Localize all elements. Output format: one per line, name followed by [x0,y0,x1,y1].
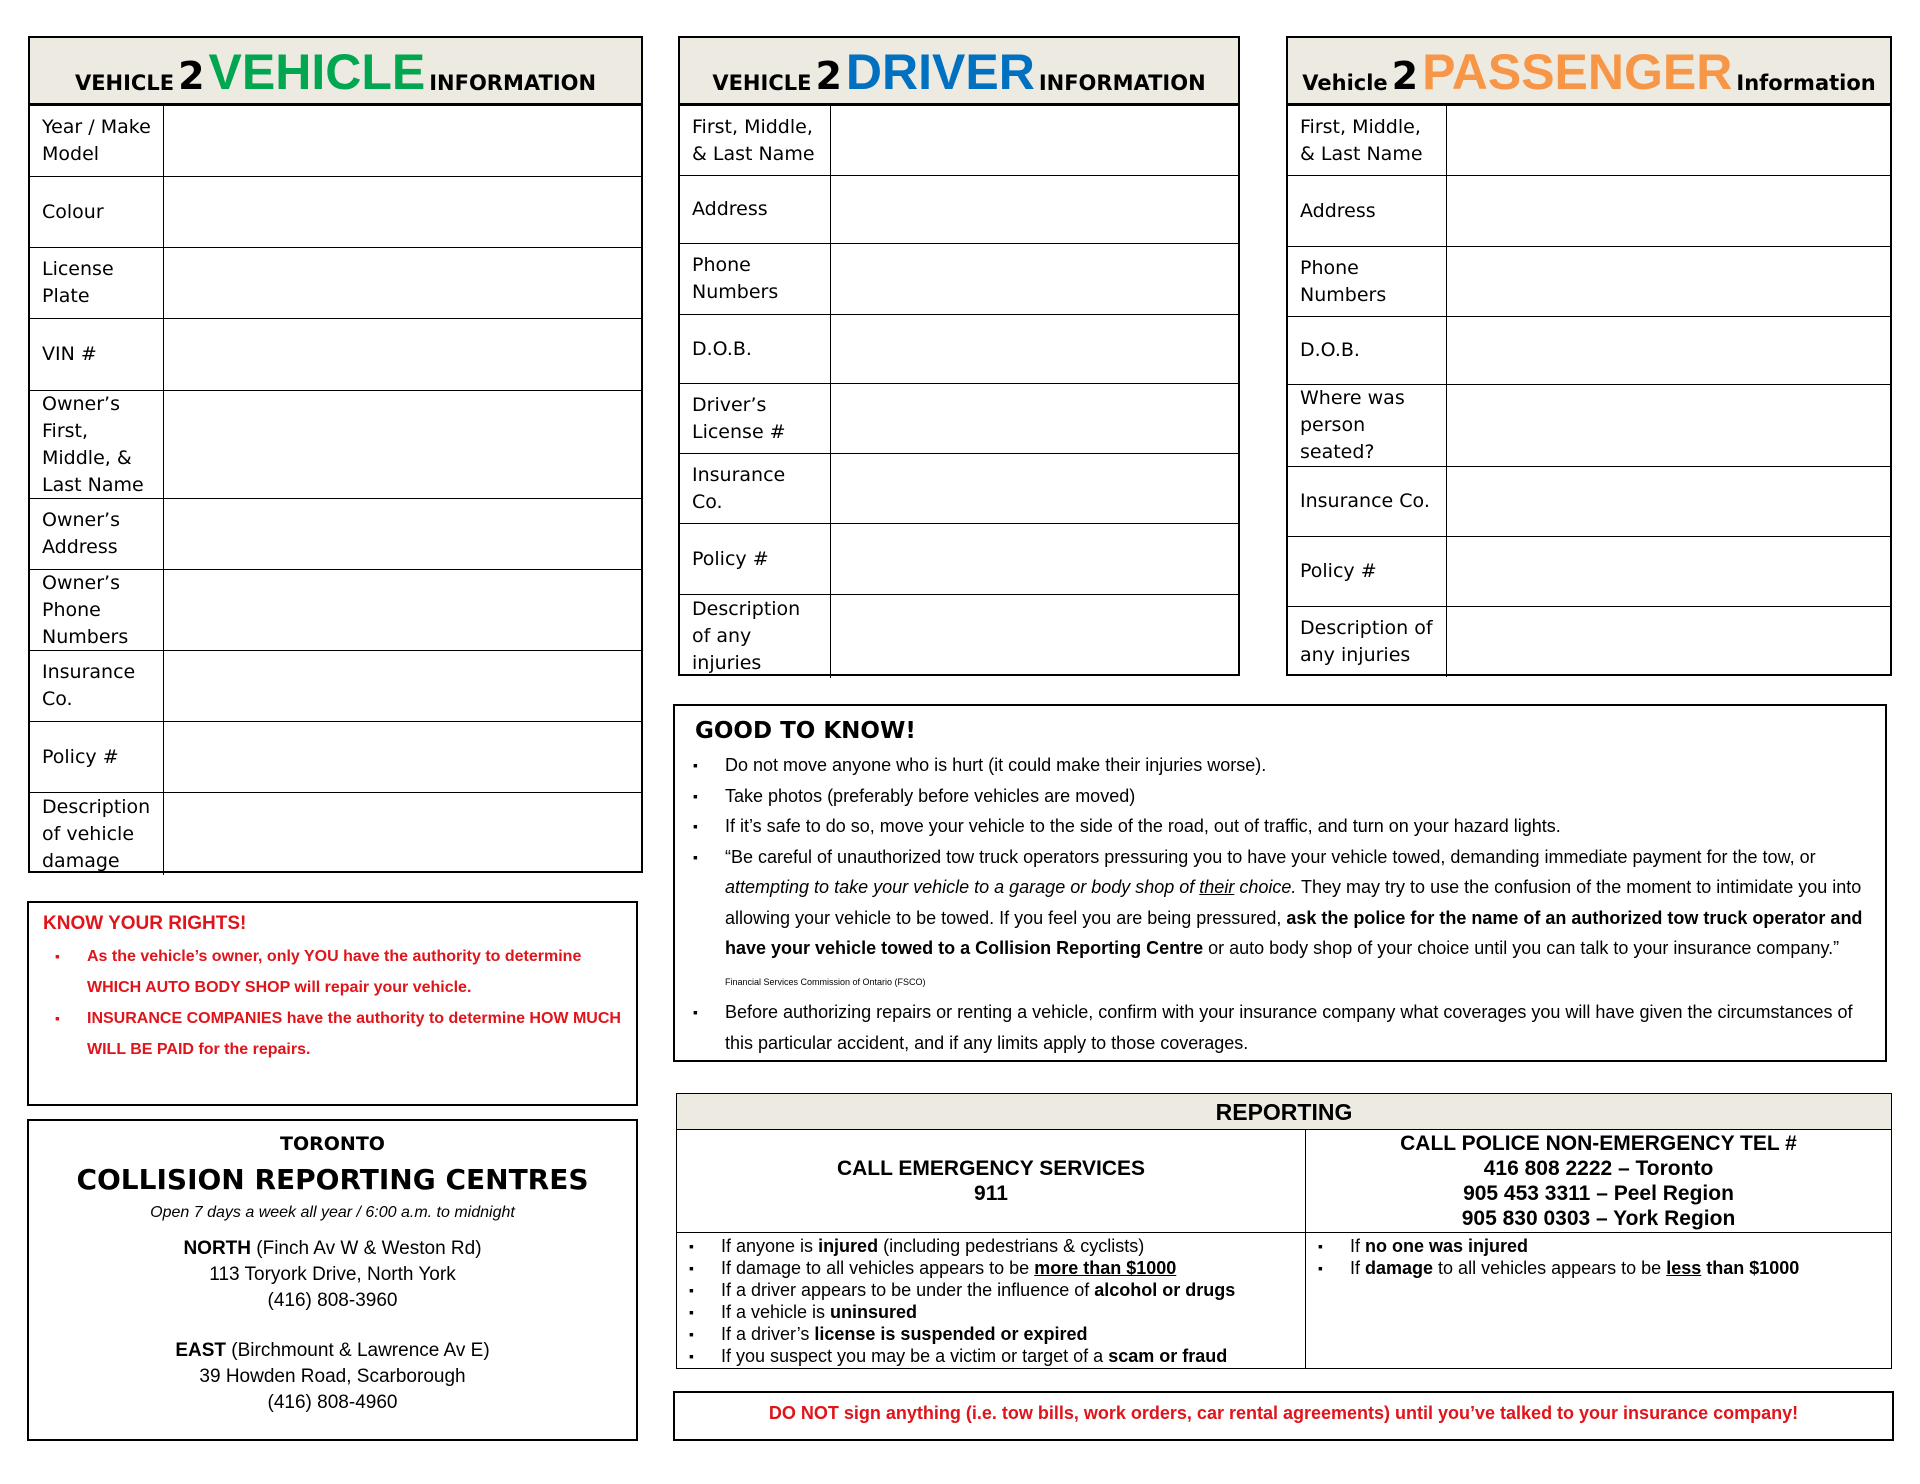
field-input[interactable] [831,454,1238,523]
passenger-field-row [1288,467,1890,537]
driver-field-row [680,106,1238,176]
vehicle-field-row [30,106,641,177]
police-number: 416 808 2222 – Toronto [1483,1157,1714,1180]
driver-field-row [680,454,1238,524]
driver-field-row [680,315,1238,384]
vehicle-field-row [30,319,641,391]
field-input[interactable] [1447,106,1890,175]
vehicle-field-row [30,248,641,319]
vehicle-field-row [30,570,641,651]
vehicle-field-row [30,651,641,722]
emergency-condition: ▪ If a driver’s license is suspended or expired [677,1323,1305,1345]
passenger-field-row [1288,317,1890,385]
field-input[interactable] [1447,247,1890,316]
field-input[interactable] [164,722,641,792]
field-label: Colour [30,177,164,247]
vehicle-field-row [30,499,641,570]
hours: Open 7 days a week all year / 6:00 a.m. to midnight [150,1204,515,1221]
field-label: Policy # [1288,537,1447,606]
vehicle-field-row [30,391,641,499]
field-label: Insurance Co. [30,651,164,721]
reporting [676,1093,1892,1369]
east-centre: EAST (Birchmount & Lawrence Av E) 39 Howden Road, Scarborough (416) 808-4960 [175,1340,490,1413]
emergency-condition: ▪ If you suspect you may be a victim or target of a scam or fraud [677,1345,1305,1367]
field-label: First, Middle, & Last Name [680,106,831,175]
reporting-title: REPORTING [677,1094,1891,1130]
driver-header: VEHICLE 2 DRIVER INFORMATION [680,38,1238,106]
emergency-number: 911 [974,1182,1008,1205]
passenger-info-form [1286,36,1892,676]
field-input[interactable] [831,595,1238,678]
rights-title: KNOW YOUR RIGHTS! [43,913,247,934]
vehicle-field-row [30,793,641,875]
field-label: Where was person seated? [1288,385,1447,466]
field-input[interactable] [831,315,1238,383]
police-condition: ▪ If damage to all vehicles appears to be less than $1000 [1306,1257,1891,1279]
vehicle-header: VEHICLE 2 VEHICLE INFORMATION [30,38,641,106]
city: TORONTO [280,1133,385,1155]
field-label: D.O.B. [1288,317,1447,384]
field-label: Address [1288,176,1447,246]
emergency-condition: ▪ If a vehicle is uninsured [677,1301,1305,1323]
police-condition: ▪ If no one was injured [1306,1235,1891,1257]
field-input[interactable] [164,319,641,390]
field-input[interactable] [1447,607,1890,677]
field-input[interactable] [1447,537,1890,606]
good-to-know [673,704,1887,1062]
passenger-field-row [1288,247,1890,317]
tip: ▪ Take photos (preferably before vehicles are moved) [681,781,1879,812]
field-label: Address [680,176,831,243]
field-label: Phone Numbers [1288,247,1447,316]
field-label: Year / Make Model [30,106,164,176]
field-input[interactable] [164,651,641,721]
driver-field-row [680,176,1238,244]
emergency-condition: ▪ If anyone is injured (including pedestrians & cyclists) [677,1235,1305,1257]
field-label: Description of any injuries [680,595,831,678]
field-label: Description of vehicle damage [30,793,164,875]
field-input[interactable] [1447,317,1890,384]
field-input[interactable] [164,391,641,498]
passenger-header: Vehicle 2 PASSENGER Information [1288,38,1890,106]
know-your-rights [27,901,638,1106]
passenger-field-row [1288,176,1890,247]
field-label: Insurance Co. [1288,467,1447,536]
warning-box [673,1391,1894,1441]
field-input[interactable] [1447,385,1890,466]
passenger-field-row [1288,537,1890,607]
driver-field-row [680,384,1238,454]
field-input[interactable] [831,176,1238,243]
field-input[interactable] [164,793,641,875]
field-label: D.O.B. [680,315,831,383]
field-label: Policy # [30,722,164,792]
field-input[interactable] [164,570,641,650]
field-label: License Plate [30,248,164,318]
field-label: Insurance Co. [680,454,831,523]
field-label: VIN # [30,319,164,390]
field-input[interactable] [831,106,1238,175]
vehicle-field-row [30,177,641,248]
tip: ▪ Do not move anyone who is hurt (it could make their injuries worse). [681,750,1879,781]
field-label: Owner’s First, Middle, & Last Name [30,391,164,498]
driver-info-form [678,36,1240,676]
centres-title: COLLISION REPORTING CENTRES [76,1163,589,1196]
field-input[interactable] [831,384,1238,453]
emergency-condition: ▪ If damage to all vehicles appears to be more than $1000 [677,1257,1305,1279]
emergency-condition: ▪ If a driver appears to be under the influence of alcohol or drugs [677,1279,1305,1301]
field-label: Owner’s Address [30,499,164,569]
field-label: Owner’s Phone Numbers [30,570,164,650]
field-input[interactable] [831,244,1238,314]
field-label: Policy # [680,524,831,594]
passenger-field-row [1288,385,1890,467]
field-input[interactable] [164,248,641,318]
police-label: CALL POLICE NON-EMERGENCY TEL # [1400,1132,1797,1155]
collision-centres [27,1119,638,1441]
field-input[interactable] [831,524,1238,594]
passenger-field-row [1288,106,1890,176]
field-label: Driver’s License # [680,384,831,453]
driver-field-row [680,244,1238,315]
field-input[interactable] [164,499,641,569]
vehicle-field-row [30,722,641,793]
field-input[interactable] [164,106,641,176]
field-label: Description of any injuries [1288,607,1447,677]
field-label: First, Middle, & Last Name [1288,106,1447,175]
tip: ▪ If it’s safe to do so, move your vehicle to the side of the road, out of traffic, and turn on your hazard lights. [681,811,1879,842]
tip: ▪ Before authorizing repairs or renting a vehicle, confirm with your insurance company what coverages you will have given the circumstances of this particular accident, and if any limits apply to those coverages. [681,997,1879,1058]
emergency-label: CALL EMERGENCY SERVICES [836,1157,1146,1180]
tip-quote: ▪ “Be careful of unauthorized tow truck operators pressuring you to have your vehicle towed, demanding immediate payment for the tow, or attempting to take your vehicle to a garage or body shop of their choice. They may try to use the confusion of the moment to intimidate you into allowing your vehicle to be towed. If you feel you are being pressured, ask the police for the name of an authorized tow truck operator and have your vehicle towed to a Collision Reporting Centre or auto body shop of your choice until you can talk to your insurance company.” Financial Services Commission of Ontario (FSCO) [681,842,1879,998]
field-label: Phone Numbers [680,244,831,314]
driver-field-row [680,524,1238,595]
rights-item: ▪ As the vehicle’s owner, only YOU have the authority to determine WHICH AUTO BODY SHOP will repair your vehicle. [43,941,622,1003]
field-input[interactable] [164,177,641,247]
police-number: 905 830 0303 – York Region [1461,1207,1736,1230]
driver-field-row [680,595,1238,678]
field-input[interactable] [1447,467,1890,536]
vehicle-info-form [28,36,643,873]
passenger-field-row [1288,607,1890,677]
north-centre: NORTH (Finch Av W & Weston Rd) 113 Toryork Drive, North York (416) 808-3960 [183,1238,482,1311]
good-title: GOOD TO KNOW! [695,718,916,744]
police-number: 905 453 3311 – Peel Region [1463,1182,1734,1205]
rights-item: ▪ INSURANCE COMPANIES have the authority to determine HOW MUCH WILL BE PAID for the repairs. [43,1003,622,1065]
field-input[interactable] [1447,176,1890,246]
warning-text: DO NOT sign anything (i.e. tow bills, work orders, car rental agreements) until you’ve talked to your insurance company! [768,1403,1799,1423]
